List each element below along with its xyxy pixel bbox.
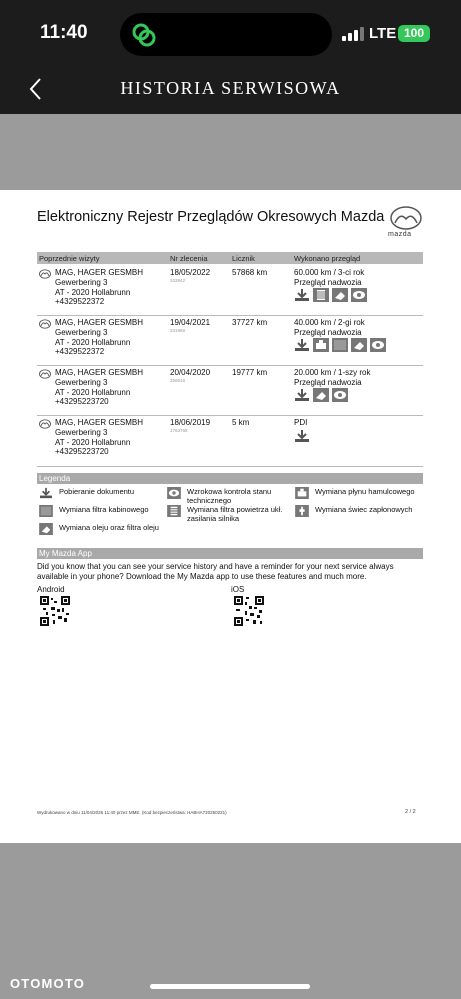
brake-fluid-icon — [295, 487, 309, 499]
qr-code-ios-icon[interactable] — [234, 596, 264, 626]
home-indicator[interactable] — [150, 984, 310, 989]
visual-inspection-icon — [370, 338, 386, 352]
ios-label: iOS — [231, 585, 245, 594]
order-number: 331968 — [170, 328, 186, 333]
odometer: 37727 km — [232, 318, 268, 327]
legend-item: Pobieranie dokumentu — [39, 487, 164, 499]
service-history-document[interactable] — [0, 190, 461, 843]
visual-inspection-icon — [332, 388, 348, 402]
nav-bar — [0, 64, 461, 114]
battery-icon: 100 — [398, 25, 430, 42]
qr-code-android-icon[interactable] — [40, 596, 70, 626]
service-performed: 40.000 km / 2-gi rok Przegląd nadwozia — [294, 318, 365, 337]
print-info: Wydrukowano w dniu 11/04/2026 11:40 przez MME. (Kod bezpieczeństwa: HABHA720250221) — [37, 810, 227, 815]
mazda-small-icon — [39, 419, 51, 429]
legend-item: Wymiana oleju oraz filtra oleju — [39, 523, 179, 535]
service-icons — [294, 429, 310, 443]
odometer: 57868 km — [232, 268, 268, 277]
download-icon — [39, 487, 53, 499]
air-filter-icon — [167, 505, 181, 517]
legend-item: Wzrokowa kontrola stanu technicznego — [167, 487, 289, 505]
mazda-small-icon — [39, 319, 51, 329]
visual-inspection-icon — [351, 288, 367, 302]
oil-filter-icon — [39, 523, 53, 535]
visit-date: 20/04/2020 — [170, 368, 211, 377]
legend-header: Legenda — [37, 473, 423, 484]
brake-fluid-icon — [313, 338, 329, 352]
service-icons — [294, 338, 386, 352]
download-icon[interactable] — [294, 288, 310, 302]
otomoto-watermark: OTOMOTO — [10, 976, 86, 991]
legend-item: Wymiana filtra kabinowego — [39, 505, 164, 517]
service-performed: PDI — [294, 418, 308, 427]
column-header: Poprzednie wizyty — [39, 253, 100, 263]
legend-item: Wymiana świec zapłonowych — [295, 505, 421, 517]
dealer-info: MAG, HAGER GESMBH Gewerbering 3 AT - 2020 Hollabrunn +4329522372 — [55, 268, 144, 307]
link-app-icon — [130, 21, 158, 49]
visit-date: 18/05/2022 — [170, 268, 211, 277]
legend-item: Wymiana filtra powietrza ukł. zasilania silnika — [167, 505, 289, 523]
order-number: 1763768 — [170, 428, 188, 433]
odometer: 19777 km — [232, 368, 268, 377]
table-header — [37, 252, 423, 264]
signal-icon — [342, 27, 364, 41]
app-description: Did you know that you can see your service history and have a reminder for your next service always available in your phone? Download the My Mazda app to use these features and much more. — [37, 562, 394, 581]
document-title: Elektroniczny Rejestr Przeglądów Okresowych Mazda — [37, 209, 385, 225]
column-header: Licznik — [232, 253, 255, 263]
page-number: 2 / 2 — [405, 809, 416, 815]
order-number: 333942 — [170, 278, 186, 283]
air-filter-icon — [313, 288, 329, 302]
dealer-info: MAG, HAGER GESMBH Gewerbering 3 AT - 2020 Hollabrunn +43295223720 — [55, 418, 144, 457]
download-icon[interactable] — [294, 429, 310, 443]
service-performed: 60.000 km / 3-ci rok Przegląd nadwozia — [294, 268, 365, 287]
cabin-filter-icon — [332, 338, 348, 352]
oil-filter-icon — [313, 388, 329, 402]
service-icons — [294, 288, 367, 302]
column-header: Nr zlecenia — [170, 253, 208, 263]
page-title: HISTORIA SERWISOWA — [120, 78, 341, 98]
app-header: My Mazda App — [37, 548, 423, 559]
table-row — [37, 368, 423, 416]
cabin-filter-icon — [39, 505, 53, 517]
oil-filter-icon — [351, 338, 367, 352]
dealer-info: MAG, HAGER GESMBH Gewerbering 3 AT - 2020 Hollabrunn +4329522372 — [55, 318, 144, 357]
order-number: 259816 — [170, 378, 186, 383]
spark-plug-icon — [295, 505, 309, 517]
odometer: 5 km — [232, 418, 250, 427]
table-row — [37, 418, 423, 467]
table-row — [37, 268, 423, 316]
download-icon[interactable] — [294, 338, 310, 352]
service-icons — [294, 388, 348, 402]
service-performed: 20.000 km / 1-szy rok Przegląd nadwozia — [294, 368, 371, 387]
status-bar — [0, 0, 461, 64]
mazda-small-icon — [39, 269, 51, 279]
visit-date: 18/06/2019 — [170, 418, 211, 427]
table-row — [37, 318, 423, 366]
legend-item: Wymiana płynu hamulcowego — [295, 487, 421, 499]
visual-inspection-icon — [167, 487, 181, 499]
dealer-info: MAG, HAGER GESMBH Gewerbering 3 AT - 2020 Hollabrunn +43295223720 — [55, 368, 144, 407]
mazda-small-icon — [39, 369, 51, 379]
download-icon[interactable] — [294, 388, 310, 402]
visit-date: 19/04/2021 — [170, 318, 211, 327]
network-type: LTE — [369, 25, 397, 42]
oil-filter-icon — [332, 288, 348, 302]
android-label: Android — [37, 585, 65, 594]
mazda-logo-text: mazda — [388, 231, 412, 238]
dynamic-island — [120, 13, 332, 56]
status-time: 11:40 — [40, 22, 88, 43]
column-header: Wykonano przegląd — [294, 253, 361, 263]
